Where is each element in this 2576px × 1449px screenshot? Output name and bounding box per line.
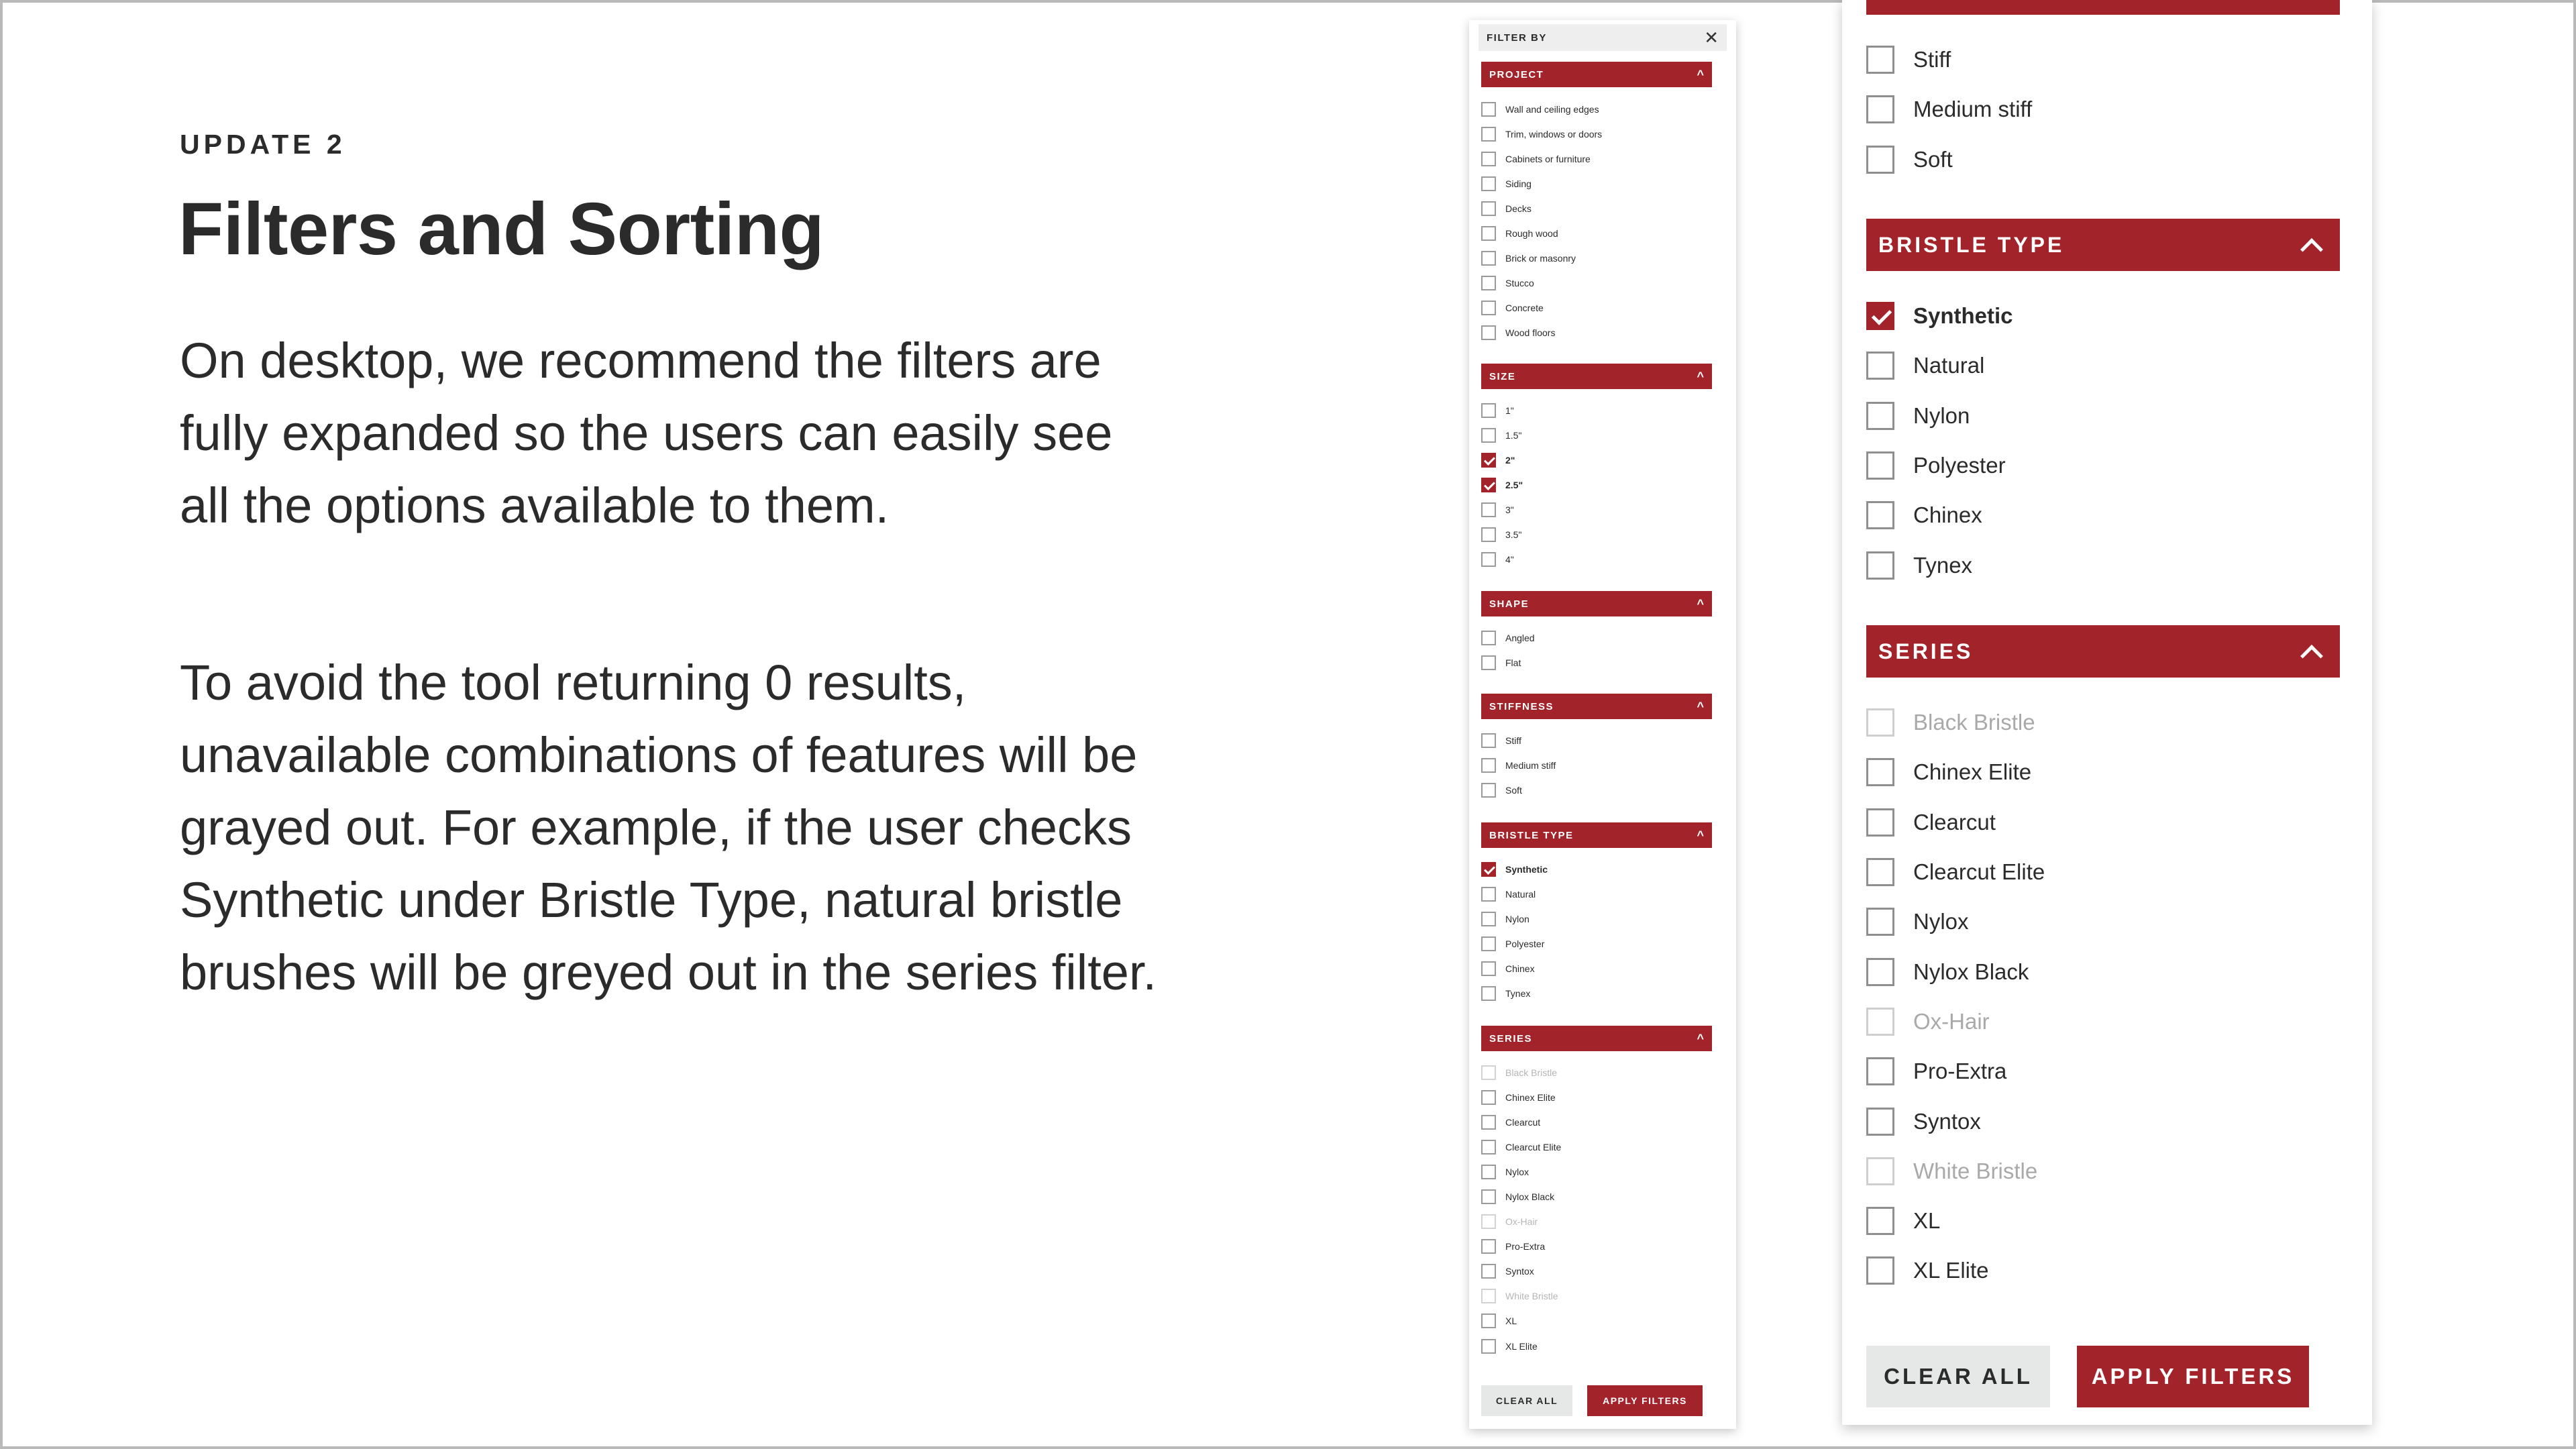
chevron-up-icon: ^: [1697, 369, 1704, 383]
checkbox[interactable]: [1481, 176, 1496, 191]
checkbox[interactable]: [1866, 46, 1894, 74]
checkbox[interactable]: [1481, 502, 1496, 517]
filter-option-label: Clearcut Elite: [1505, 1141, 1562, 1152]
chevron-up-icon: ^: [1697, 1031, 1704, 1045]
checkbox[interactable]: [1481, 403, 1496, 418]
checkbox[interactable]: [1481, 428, 1496, 443]
checkbox[interactable]: [1866, 352, 1894, 380]
checkbox[interactable]: [1866, 402, 1894, 430]
filter-option-label: 3.5": [1505, 529, 1522, 541]
filter-option[interactable]: [1481, 881, 1712, 906]
checkbox[interactable]: [1481, 1239, 1496, 1254]
checkbox[interactable]: [1481, 226, 1496, 241]
checkbox: [1481, 1214, 1496, 1229]
checkbox: [1866, 1008, 1894, 1036]
filter-option-label: Nylox Black: [1913, 959, 2029, 984]
checkbox[interactable]: [1481, 1090, 1496, 1105]
filter-option-label: Stiff: [1505, 735, 1521, 746]
close-icon[interactable]: ✕: [1704, 28, 1719, 48]
filter-option-label: 4": [1505, 554, 1514, 566]
filter-option: [1481, 1284, 1712, 1309]
section-label: SIZE: [1489, 370, 1516, 382]
checkbox-checked[interactable]: [1866, 302, 1894, 330]
filter-header: [1479, 24, 1727, 51]
filter-option[interactable]: [1866, 35, 2340, 85]
filter-option[interactable]: [1481, 321, 1712, 345]
checkbox-list-stiffness: [1866, 35, 2340, 184]
chevron-up-icon: ^: [1697, 699, 1704, 713]
chevron-up-icon: ^: [1697, 828, 1704, 842]
filter-option[interactable]: [1481, 753, 1712, 777]
section-label: SERIES: [1878, 639, 1974, 663]
filter-option: [1866, 698, 2340, 747]
filter-option-label: Concrete: [1505, 303, 1544, 314]
filter-option-label: Natural: [1913, 353, 1985, 378]
checkbox[interactable]: [1866, 1207, 1894, 1235]
filter-option[interactable]: [1481, 472, 1712, 497]
description-paragraph-1: On desktop, we recommend the filters are fully expanded so the users can easily see all the options available to them.: [180, 333, 1113, 533]
filter-option[interactable]: [1481, 1085, 1712, 1110]
filter-option-label: 1.5": [1505, 429, 1522, 441]
eyebrow-label: UPDATE 2: [180, 129, 346, 160]
filter-option[interactable]: [1481, 1159, 1712, 1184]
filter-option-label: XL Elite: [1505, 1340, 1538, 1352]
filter-option: [1866, 1146, 2340, 1196]
checkbox[interactable]: [1481, 912, 1496, 926]
checkbox[interactable]: [1866, 958, 1894, 986]
checkbox[interactable]: [1481, 961, 1496, 976]
checkbox-list-stiffness: [1481, 728, 1712, 802]
checkbox[interactable]: [1866, 95, 1894, 123]
filter-option[interactable]: [1866, 291, 2340, 341]
filter-option[interactable]: [1866, 1196, 2340, 1246]
filter-option-label: Ox-Hair: [1913, 1008, 1990, 1034]
checkbox[interactable]: [1481, 631, 1496, 645]
checkbox[interactable]: [1866, 551, 1894, 580]
filter-option-label: Chinex Elite: [1913, 759, 2032, 785]
filter-option[interactable]: [1866, 341, 2340, 390]
filter-option-label: Soft: [1505, 784, 1522, 796]
checkbox: [1481, 1065, 1496, 1080]
filter-option-label: 2.5": [1505, 479, 1523, 490]
filter-option: [1481, 1060, 1712, 1085]
filter-option[interactable]: [1481, 625, 1712, 650]
filter-option-label: Polyester: [1913, 453, 2006, 478]
filter-option[interactable]: [1481, 423, 1712, 447]
filter-option-label: Angled: [1505, 632, 1535, 643]
section-header-shape[interactable]: [1481, 591, 1712, 616]
filter-option-label: Nylox: [1913, 909, 1969, 934]
description-paragraph-2: To avoid the tool returning 0 results, unavailable combinations of features will be grayed out. For example, if the user checks Synthetic under Bristle Type, natural bristle brushes will be greyed out in the series filter.: [180, 655, 1157, 1000]
checkbox[interactable]: [1481, 127, 1496, 142]
filter-option[interactable]: [1481, 246, 1712, 271]
filter-option-label: Siding: [1505, 178, 1532, 189]
filter-option-label: Rough wood: [1505, 228, 1558, 239]
filter-option-label: Pro-Extra: [1505, 1241, 1546, 1252]
filter-option-label: Wall and ceiling edges: [1505, 103, 1599, 115]
filter-option[interactable]: [1481, 171, 1712, 196]
chevron-up-icon: [2300, 645, 2323, 667]
checkbox[interactable]: [1481, 1165, 1496, 1179]
checkbox[interactable]: [1481, 783, 1496, 798]
filter-option[interactable]: [1866, 1046, 2340, 1096]
checkbox[interactable]: [1481, 301, 1496, 315]
checkbox[interactable]: [1481, 733, 1496, 748]
filter-option-label: Clearcut Elite: [1913, 859, 2045, 885]
filter-option[interactable]: [1481, 650, 1712, 675]
filter-option[interactable]: [1866, 1246, 2340, 1295]
filter-option-label: Chinex: [1913, 502, 1982, 528]
checkbox-list-shape: [1481, 625, 1712, 675]
filter-option[interactable]: [1481, 497, 1712, 522]
filter-option[interactable]: [1481, 857, 1712, 881]
checkbox-list-size: [1481, 398, 1712, 572]
filter-option-label: Tynex: [1505, 988, 1531, 1000]
filter-option[interactable]: [1481, 931, 1712, 956]
checkbox[interactable]: [1866, 808, 1894, 837]
filter-option-label: Flat: [1505, 657, 1521, 668]
filter-option-label: Synthetic: [1913, 303, 2013, 329]
filter-header-label: FILTER BY: [1487, 32, 1547, 44]
filter-option-label: Ox-Hair: [1505, 1216, 1538, 1228]
filter-option-label: Natural: [1505, 888, 1536, 900]
checkbox[interactable]: [1481, 887, 1496, 902]
filter-option-label: White Bristle: [1505, 1291, 1558, 1302]
checkbox[interactable]: [1481, 655, 1496, 670]
clear-all-button[interactable]: CLEAR ALL: [1866, 1346, 2050, 1407]
section-label: BRISTLE TYPE: [1878, 232, 2065, 257]
section-header-stiffness[interactable]: [1481, 694, 1712, 719]
checkbox-list-bristle-type: [1866, 291, 2340, 590]
checkbox[interactable]: [1866, 1256, 1894, 1285]
filter-option-label: Decks: [1505, 203, 1532, 214]
filter-option-label: Stiff: [1913, 47, 1951, 72]
filter-option[interactable]: [1866, 847, 2340, 897]
filter-option: [1481, 1210, 1712, 1234]
checkbox[interactable]: [1866, 501, 1894, 529]
filter-option-label: Nylox Black: [1505, 1191, 1555, 1203]
checkbox[interactable]: [1481, 986, 1496, 1001]
filter-option-label: Stucco: [1505, 278, 1534, 289]
checkbox[interactable]: [1481, 251, 1496, 266]
filter-panel-large: [1842, 0, 2372, 1425]
filter-option[interactable]: [1481, 1110, 1712, 1134]
filter-option[interactable]: [1481, 981, 1712, 1006]
checkbox[interactable]: [1866, 146, 1894, 174]
filter-option[interactable]: [1481, 547, 1712, 572]
filter-option[interactable]: [1481, 1234, 1712, 1259]
filter-option-label: Black Bristle: [1913, 710, 2035, 735]
checkbox[interactable]: [1481, 1189, 1496, 1204]
filter-option[interactable]: [1481, 447, 1712, 472]
apply-filters-button[interactable]: APPLY FILTERS: [2077, 1346, 2309, 1407]
filter-panel-small: [1469, 20, 1736, 1429]
apply-filters-button[interactable]: APPLY FILTERS: [1587, 1385, 1703, 1416]
filter-option-label: Clearcut: [1913, 809, 1996, 835]
filter-option-label: Syntox: [1505, 1266, 1534, 1277]
filter-option[interactable]: [1481, 906, 1712, 931]
filter-option[interactable]: [1866, 1096, 2340, 1146]
filter-option[interactable]: [1481, 1334, 1712, 1358]
section-header-bristle-type[interactable]: [1481, 822, 1712, 848]
checkbox-list-series: [1866, 698, 2340, 1296]
filter-option-label: Chinex Elite: [1505, 1091, 1556, 1103]
filter-option-label: Medium stiff: [1913, 97, 2033, 122]
clear-all-button[interactable]: CLEAR ALL: [1481, 1385, 1572, 1416]
checkbox[interactable]: [1481, 1313, 1496, 1328]
checkbox[interactable]: [1481, 201, 1496, 216]
filter-option[interactable]: [1866, 897, 2340, 947]
filter-option-label: White Bristle: [1913, 1158, 2038, 1183]
filter-option-label: Nylon: [1913, 402, 1970, 428]
filter-option[interactable]: [1481, 221, 1712, 246]
filter-option-label: Wood floors: [1505, 327, 1556, 339]
filter-option-label: Cabinets or furniture: [1505, 153, 1591, 164]
checkbox[interactable]: [1481, 758, 1496, 773]
section-header-size[interactable]: [1481, 364, 1712, 389]
checkbox[interactable]: [1866, 908, 1894, 936]
filter-option[interactable]: [1481, 522, 1712, 547]
filter-option[interactable]: [1481, 121, 1712, 146]
checkbox[interactable]: [1481, 527, 1496, 542]
section-header-stiffness-partial[interactable]: [1866, 0, 2340, 15]
section-header-series[interactable]: [1481, 1026, 1712, 1051]
checkbox[interactable]: [1866, 1108, 1894, 1136]
filter-option[interactable]: [1481, 1184, 1712, 1209]
filter-option[interactable]: [1481, 956, 1712, 981]
chevron-up-icon: ^: [1697, 596, 1704, 610]
filter-option[interactable]: [1481, 1259, 1712, 1284]
filter-option[interactable]: [1481, 296, 1712, 321]
checkbox[interactable]: [1481, 152, 1496, 166]
filter-option[interactable]: [1481, 196, 1712, 221]
checkbox[interactable]: [1866, 1057, 1894, 1085]
filter-option-label: 3": [1505, 504, 1514, 515]
filter-option-label: Chinex: [1505, 963, 1535, 974]
section-header-project[interactable]: [1481, 62, 1712, 87]
checkbox[interactable]: [1481, 1115, 1496, 1130]
filter-option-label: Polyester: [1505, 938, 1545, 949]
checkbox-checked[interactable]: [1481, 453, 1496, 468]
filter-option[interactable]: [1866, 391, 2340, 441]
filter-option[interactable]: [1866, 747, 2340, 797]
filter-option-label: Black Bristle: [1505, 1067, 1558, 1078]
checkbox[interactable]: [1481, 276, 1496, 290]
checkbox[interactable]: [1481, 1140, 1496, 1155]
chevron-up-icon: ^: [1697, 67, 1704, 81]
filter-option[interactable]: [1866, 135, 2340, 184]
section-label: STIFFNESS: [1489, 700, 1554, 712]
checkbox: [1866, 1157, 1894, 1185]
filter-option-label: Pro-Extra: [1913, 1059, 2007, 1084]
checkbox[interactable]: [1481, 552, 1496, 567]
checkbox: [1866, 708, 1894, 737]
filter-option[interactable]: [1866, 798, 2340, 847]
chevron-up-icon: [2300, 238, 2323, 261]
filter-option[interactable]: [1481, 97, 1712, 121]
filter-option[interactable]: [1481, 146, 1712, 171]
filter-option-label: Soft: [1913, 146, 1953, 172]
filter-option[interactable]: [1481, 777, 1712, 802]
filter-option-label: Nylox: [1505, 1166, 1529, 1177]
filter-option-label: Medium stiff: [1505, 759, 1556, 771]
checkbox[interactable]: [1481, 1339, 1496, 1354]
section-label: SERIES: [1489, 1032, 1533, 1044]
section-header-series[interactable]: [1866, 625, 2340, 678]
section-label: BRISTLE TYPE: [1489, 829, 1574, 841]
filter-option: [1866, 997, 2340, 1046]
checkbox[interactable]: [1866, 858, 1894, 886]
checkbox-checked[interactable]: [1481, 478, 1496, 492]
filter-option-label: 2": [1505, 454, 1515, 466]
filter-option-label: Brick or masonry: [1505, 253, 1576, 264]
checkbox[interactable]: [1866, 451, 1894, 480]
filter-option[interactable]: [1481, 398, 1712, 423]
filter-option[interactable]: [1481, 1309, 1712, 1334]
checkbox[interactable]: [1481, 325, 1496, 340]
filter-option-label: Syntox: [1913, 1108, 1981, 1134]
section-label: SHAPE: [1489, 598, 1529, 610]
filter-option[interactable]: [1481, 271, 1712, 296]
filter-option[interactable]: [1481, 728, 1712, 753]
checkbox: [1481, 1289, 1496, 1303]
filter-option-label: Synthetic: [1505, 863, 1548, 875]
checkbox[interactable]: [1481, 102, 1496, 117]
filter-option-label: Tynex: [1913, 552, 1973, 578]
filter-option[interactable]: [1866, 85, 2340, 134]
checkbox-checked[interactable]: [1481, 862, 1496, 877]
filter-option[interactable]: [1866, 441, 2340, 490]
section-label: PROJECT: [1489, 68, 1544, 80]
filter-option[interactable]: [1866, 490, 2340, 540]
checkbox-list-project: [1481, 97, 1712, 345]
section-header-bristle-type[interactable]: [1866, 219, 2340, 271]
filter-option[interactable]: [1481, 1134, 1712, 1159]
page-title: Filters and Sorting: [178, 188, 824, 270]
checkbox[interactable]: [1481, 936, 1496, 951]
filter-option-label: XL: [1505, 1316, 1517, 1327]
filter-option-label: XL Elite: [1913, 1258, 1989, 1283]
checkbox[interactable]: [1866, 758, 1894, 786]
filter-option-label: 1": [1505, 405, 1514, 416]
filter-option-label: Nylon: [1505, 913, 1529, 924]
filter-option[interactable]: [1866, 540, 2340, 590]
filter-option-label: Trim, windows or doors: [1505, 128, 1603, 140]
filter-option-label: XL: [1913, 1208, 1941, 1234]
filter-option-label: Clearcut: [1505, 1116, 1541, 1128]
checkbox-list-series: [1481, 1060, 1712, 1358]
filter-option[interactable]: [1866, 947, 2340, 996]
checkbox[interactable]: [1481, 1264, 1496, 1279]
checkbox-list-bristle-type: [1481, 857, 1712, 1006]
